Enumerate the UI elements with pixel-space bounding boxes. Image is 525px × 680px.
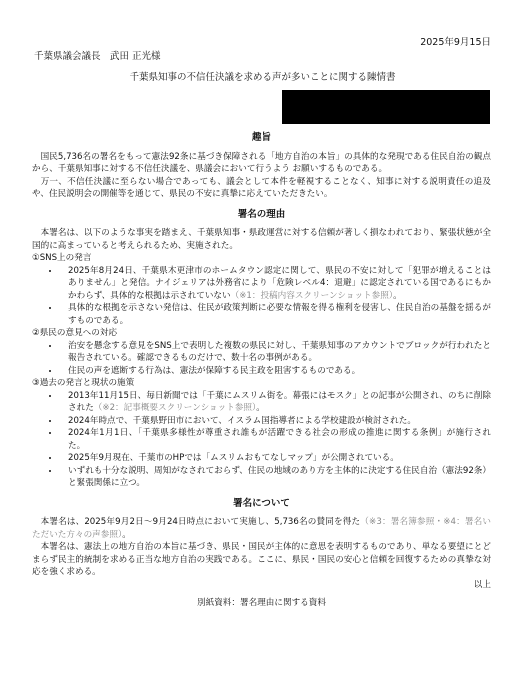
- opinions-list: [32, 340, 491, 378]
- list-item: • 住民の声を遮断する行為は、憲法が保障する民主政を阻害するものである。: [60, 365, 491, 378]
- section-heading-purpose: 趣旨: [251, 132, 271, 143]
- sns-list: [32, 265, 491, 328]
- document-title: 千葉県知事の不信任決議を求める声が多いことに関する陳情書: [129, 72, 396, 83]
- reasons-intro: 本署名は、以下のような事実を踏まえ、千葉県知事・県政運営に対する信頼が著しく損なわれており、緊張状態が全国的に高まっていると考えられるため、実施された。: [32, 228, 491, 251]
- annex-label: 別紙資料：署名理由に関する資料: [197, 598, 326, 608]
- list-item: • 治安を懸念する意見をSNS上で表明した複数の県民に対し、千葉県知事のアカウントでブロックが行われたと報告されている。確認できるものだけで、数十名の事例がある。: [60, 340, 491, 365]
- subsection-title-sns: ①SNS上の発言: [32, 253, 92, 263]
- subsection-title-opinions: ②県民の意見への対応: [32, 328, 118, 338]
- section-heading-reasons: 署名の理由: [237, 208, 286, 220]
- list-item: • 2024年1月1日、「千葉県多様性が尊重され誰もが活躍できる社会の形成の推進に関する条例」が施行された。: [60, 427, 491, 452]
- signatures-paragraph-2: 本署名は、憲法上の地方自治の本旨に基づき、県民・国民が主体的に意思を表明するものであり、単なる要望にとどまらず民主的統制を求める正当な地方自治の実践である。ここに、県民・国民の安心と信頼を回復するための真摯な対応を強く求める。: [32, 542, 491, 577]
- document-body: [32, 132, 491, 610]
- purpose-paragraph-1: 国民5,736名の署名をもって憲法92条に基づき保障される「地方自治の本旨」の具体的な発現である住民自治の観点から、千葉県知事に対する不信任決議を、県議会において行うよう お願いするものである。: [32, 151, 491, 174]
- list-item: • 2024年時点で、千葉県野田市において、イスラム国指導者による学校建設が検討された。: [60, 415, 491, 428]
- purpose-paragraph-2: 万一、不信任決議に至らない場合であっても、議会として本件を軽視することなく、知事に対する説明責任の追及や、住民説明会の開催等を通じて、県民の不安に真摯に応えていただきたい。: [32, 176, 491, 199]
- list-item: • 2025年9月現在、千葉市のHPでは「ムスリムおもてなしマップ」が公開されている。: [60, 452, 491, 465]
- addressee: 千葉県議会議長 武田 正光様: [34, 51, 161, 62]
- list-item: • 2013年11月15日、毎日新聞では「千葉にムスリム街を。幕張にはモスク」との記事が公開され、のちに削除された（※2：記事概要スクリーンショット参照）。: [60, 390, 491, 415]
- past-list: [32, 390, 491, 490]
- list-item: • 2025年8月24日、千葉県木更津市のホームタウン認定に関して、県民の不安に対して「犯罪が増えることはありません」と発信。ナイジェリアは外務省により「危険レベル4：退避」に認定されている国であるにもかかわらず、具体的な根拠は示されていない（※1：投稿内容スクリーンショット参照）。: [60, 265, 491, 303]
- signatures-paragraph-1: 本署名は、2025年9月2日～9月24日時点において実施し、5,736名の賛同を得た（※3：署名簿参照・※4：署名いただいた方々の声参照）。: [32, 517, 492, 540]
- list-item: • 具体的な根拠を示さない発信は、住民が政策判断に必要な情報を得る権利を侵害し、住民自治の基盤を揺るがすものである。: [60, 302, 491, 327]
- closing-mark: 以上: [473, 579, 491, 590]
- document-date: 2025年9月15日: [420, 37, 491, 48]
- subsection-title-past: ③過去の発言と現状の施策: [32, 378, 135, 388]
- section-heading-signatures: 署名について: [233, 497, 290, 509]
- redaction-box: [282, 90, 490, 124]
- list-item: • いずれも十分な説明、周知がなされておらず、住民の地域のあり方を主体的に決定する住民自治（憲法92条）と緊張関係に立つ。: [60, 465, 491, 490]
